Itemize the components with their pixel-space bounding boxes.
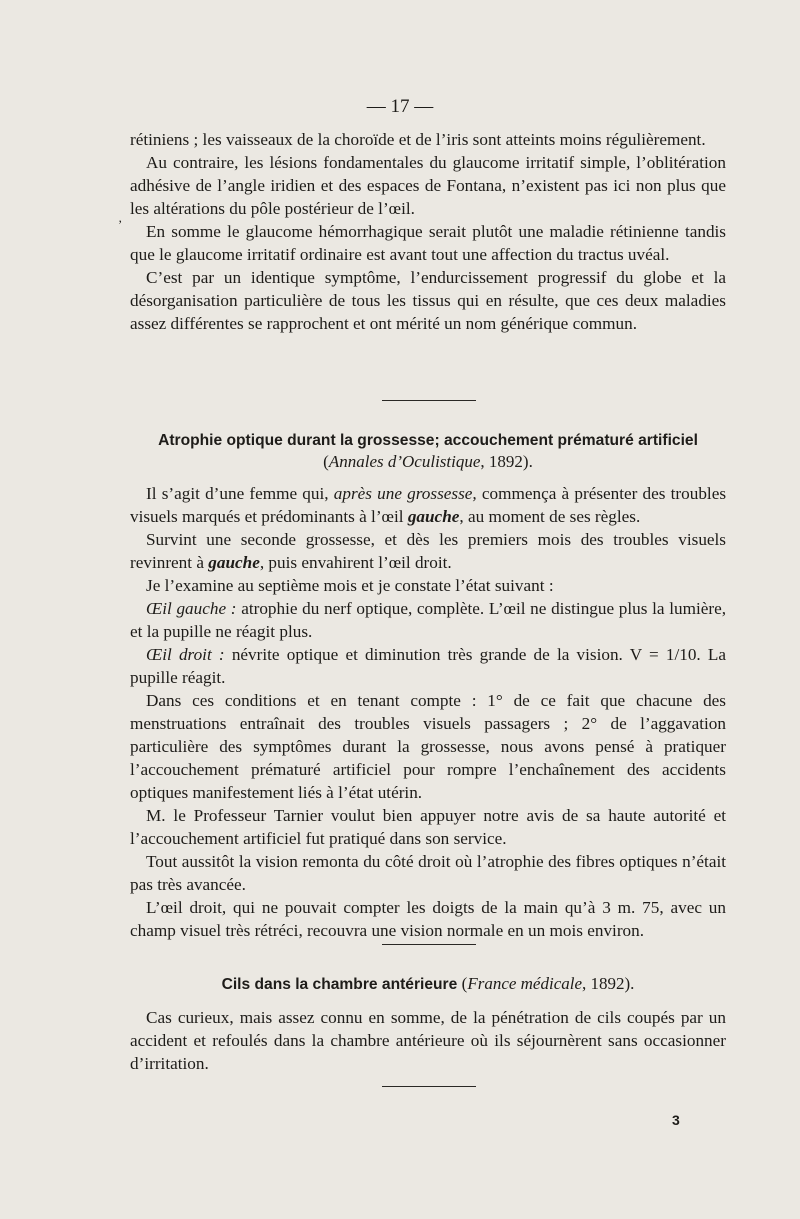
paragraph: Cas curieux, mais assez connu en somme, de la pénétration de cils coupés par un accident et refoulés dans la chambre antérieure où ils séjournèrent sans occasionner d’irritation. bbox=[130, 1008, 726, 1073]
paragraph: Survint une seconde grossesse, et dès les premiers mois des troubles visuels revinrent à gauche, puis envahirent l’œil droit. bbox=[130, 530, 726, 572]
section-divider bbox=[382, 944, 476, 945]
section-title: Cils dans la chambre antérieure (France médicale, 1892). bbox=[221, 974, 635, 993]
paragraph: rétiniens ; les vaisseaux de la choroïde et de l’iris sont atteints moins régulièrement. bbox=[130, 130, 706, 149]
paragraph: Au contraire, les lésions fondamentales du glaucome irritatif simple, l’oblitération adhésive de l’angle iridien et des espaces de Fontana, n’existent pas ici non plus que les altérations du pôle postérieur de l’œil. bbox=[130, 153, 726, 218]
paragraph: Tout aussitôt la vision remonta du côté droit où l’atrophie des fibres optiques n’était pas très avancée. bbox=[130, 852, 726, 894]
paragraph: Dans ces conditions et en tenant compte : 1° de ce fait que chacune des menstruations entraînait des troubles visuels passagers ; 2° de l’aggavation particulière des symptômes durant la grossesse, nous avons pensé à pratiquer l’accouchement prématuré artificiel pour rompre l’enchaînement des accidents optiques manifestement liés à l’état utérin. bbox=[130, 691, 726, 802]
paragraph: Je l’examine au septième mois et je constate l’état suivant : bbox=[146, 576, 554, 595]
section-source: (Annales d’Oculistique, 1892). bbox=[323, 452, 533, 471]
section-divider bbox=[382, 1086, 476, 1087]
section-body bbox=[130, 1006, 726, 1075]
source-year: 1892 bbox=[488, 452, 523, 471]
paragraph: Il s’agit d’une femme qui, après une grossesse, commença à présenter des troubles visuels marqués et prédominants à l’œil gauche, au moment de ses règles. bbox=[130, 484, 727, 526]
paragraph: Œil gauche : atrophie du nerf optique, complète. L’œil ne distingue plus la lumière, et la pupille ne réagit plus. bbox=[130, 599, 726, 641]
source-journal: Annales d’Oculistique bbox=[328, 452, 481, 471]
page-number: — 17 — bbox=[366, 96, 434, 117]
emphasis: gauche bbox=[208, 553, 260, 572]
margin-mark: ‚ bbox=[118, 210, 123, 225]
paragraph: C’est par un identique symptôme, l’endurcissement progressif du globe et la désorganisation particulière de tous les tissus qui en résulte, que ces deux maladies assez différentes se rapprochent et ont mérité un nom générique commun. bbox=[130, 268, 726, 333]
section-title: Atrophie optique durant la grossesse; accouchement prématuré artificiel bbox=[158, 432, 698, 449]
section-body bbox=[130, 482, 726, 942]
paragraph: En somme le glaucome hémorrhagique serait plutôt une maladie rétinienne tandis que le glaucome irritatif ordinaire est avant tout une affection du tractus uvéal. bbox=[130, 222, 726, 264]
paragraph: M. le Professeur Tarnier voulut bien appuyer notre avis de sa haute autorité et l’accouchement artificiel fut pratiqué dans son service. bbox=[130, 806, 726, 848]
section-continuation bbox=[130, 128, 726, 335]
source-year: 1892 bbox=[590, 974, 625, 993]
paragraph: L’œil droit, qui ne pouvait compter les doigts de la main qu’à 3 m. 75, avec un champ visuel très rétréci, recouvra une vision normale en un mois environ. bbox=[130, 898, 726, 940]
section-source: (France médicale, 1892). bbox=[461, 974, 635, 993]
section-divider bbox=[382, 400, 476, 401]
signature-mark: 3 bbox=[672, 1112, 680, 1128]
emphasis: Œil gauche : bbox=[146, 599, 237, 618]
paragraph: Œil droit : névrite optique et diminution très grande de la vision. V = 1/10. La pupille réagit. bbox=[130, 645, 727, 687]
emphasis: après une grossesse, bbox=[333, 484, 477, 503]
emphasis: gauche bbox=[407, 507, 460, 526]
source-journal: France médicale bbox=[467, 974, 583, 993]
emphasis: Œil droit : bbox=[146, 645, 225, 664]
